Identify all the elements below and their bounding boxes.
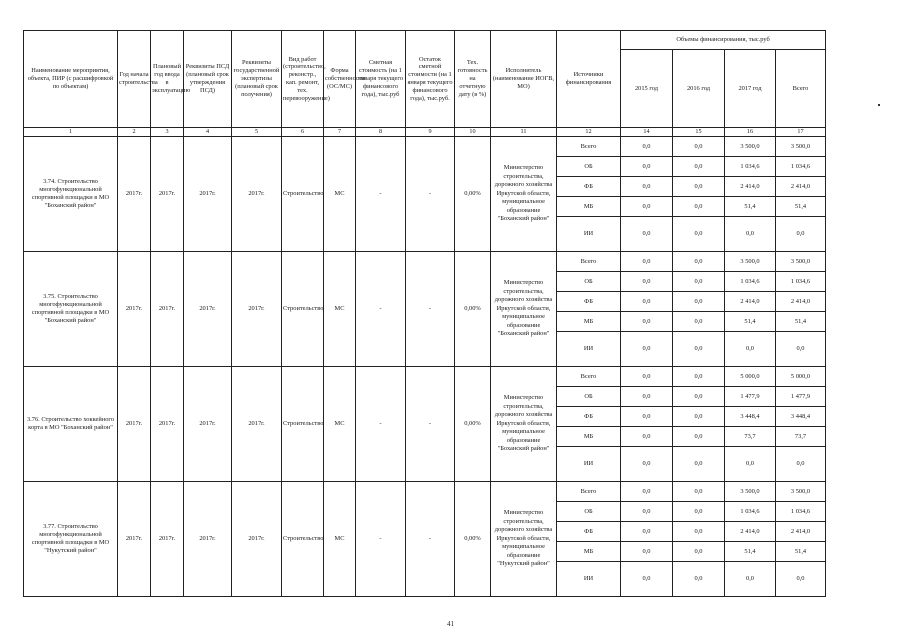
value-2016: 0,0 <box>673 217 725 252</box>
start-year: 2017г. <box>118 252 151 367</box>
value-2016: 0,0 <box>673 387 725 407</box>
table-row <box>24 137 826 157</box>
ownership-form: МС <box>324 367 356 482</box>
col-number: 3 <box>151 128 184 137</box>
value-2016: 0,0 <box>673 137 725 157</box>
funding-source: ОБ <box>557 387 621 407</box>
col-number: 5 <box>232 128 282 137</box>
funding-source: ИИ <box>557 447 621 482</box>
funding-source: МБ <box>557 312 621 332</box>
value-2016: 0,0 <box>673 197 725 217</box>
value-2017: 0,0 <box>725 332 776 367</box>
value-2016: 0,0 <box>673 177 725 197</box>
value-2017: 0,0 <box>725 217 776 252</box>
plan-year: 2017г. <box>151 137 184 252</box>
value-total: 0,0 <box>776 562 826 597</box>
work-type: Строительство <box>282 137 324 252</box>
funding-source: ОБ <box>557 502 621 522</box>
value-total: 2 414,0 <box>776 522 826 542</box>
value-total: 3 500,0 <box>776 252 826 272</box>
header-sources: Источники финансирования <box>557 31 621 128</box>
value-total: 51,4 <box>776 542 826 562</box>
value-total: 1 477,9 <box>776 387 826 407</box>
executor: Министерство строительства, дорожного хозяйства Иркутской области, муниципальное образование "Нукутский район" <box>491 482 557 597</box>
remaining-cost: - <box>406 482 455 597</box>
value-2017: 0,0 <box>725 562 776 597</box>
start-year: 2017г. <box>118 137 151 252</box>
funding-source: ИИ <box>557 562 621 597</box>
value-2016: 0,0 <box>673 522 725 542</box>
value-2016: 0,0 <box>673 157 725 177</box>
header-financing-group: Объемы финансирования, тыс.руб <box>621 31 826 50</box>
value-2017: 2 414,0 <box>725 522 776 542</box>
value-total: 0,0 <box>776 332 826 367</box>
funding-source: ОБ <box>557 272 621 292</box>
funding-source: Всего <box>557 482 621 502</box>
value-2017: 51,4 <box>725 542 776 562</box>
start-year: 2017г. <box>118 367 151 482</box>
value-2017: 3 500,0 <box>725 252 776 272</box>
readiness-percent: 0,00% <box>455 367 491 482</box>
value-total: 51,4 <box>776 197 826 217</box>
value-2015: 0,0 <box>621 407 673 427</box>
value-2016: 0,0 <box>673 272 725 292</box>
readiness-percent: 0,00% <box>455 252 491 367</box>
value-total: 2 414,0 <box>776 177 826 197</box>
value-2015: 0,0 <box>621 157 673 177</box>
object-name: 3.74. Строительство многофункциональной спортивной площадки в МО "Боханский район" <box>24 137 118 252</box>
value-2017: 1 034,6 <box>725 157 776 177</box>
header-start-year: Год начала строительства <box>118 31 151 128</box>
remaining-cost: - <box>406 367 455 482</box>
expertise-year: 2017г. <box>232 252 282 367</box>
ownership-form: МС <box>324 137 356 252</box>
psd-year: 2017г. <box>184 482 232 597</box>
plan-year: 2017г. <box>151 367 184 482</box>
table-body <box>24 137 826 597</box>
value-2017: 2 414,0 <box>725 292 776 312</box>
expertise-year: 2017г. <box>232 137 282 252</box>
remaining-cost: - <box>406 252 455 367</box>
margin-mark <box>878 104 880 106</box>
value-2015: 0,0 <box>621 367 673 387</box>
value-2016: 0,0 <box>673 332 725 367</box>
psd-year: 2017г. <box>184 367 232 482</box>
value-2015: 0,0 <box>621 177 673 197</box>
value-2016: 0,0 <box>673 427 725 447</box>
estimated-cost: - <box>356 137 406 252</box>
header-readiness: Тех. готовность на отчетную дату (в %) <box>455 31 491 128</box>
value-total: 0,0 <box>776 447 826 482</box>
funding-source: ФБ <box>557 407 621 427</box>
value-2016: 0,0 <box>673 502 725 522</box>
col-number: 8 <box>356 128 406 137</box>
header-2015: 2015 год <box>621 50 673 128</box>
readiness-percent: 0,00% <box>455 137 491 252</box>
value-total: 3 448,4 <box>776 407 826 427</box>
object-name: 3.77. Строительство многофункциональной спортивной площадки в МО "Нукутский район" <box>24 482 118 597</box>
value-total: 1 034,6 <box>776 502 826 522</box>
value-2015: 0,0 <box>621 217 673 252</box>
value-2015: 0,0 <box>621 502 673 522</box>
value-2017: 3 448,4 <box>725 407 776 427</box>
funding-source: МБ <box>557 542 621 562</box>
header-work-type: Вид работ (строительство, реконстр., кап. ремонт, тех. перевооружение) <box>282 31 324 128</box>
estimated-cost: - <box>356 367 406 482</box>
plan-year: 2017г. <box>151 482 184 597</box>
col-number: 10 <box>455 128 491 137</box>
estimated-cost: - <box>356 482 406 597</box>
psd-year: 2017г. <box>184 137 232 252</box>
ownership-form: МС <box>324 252 356 367</box>
value-2015: 0,0 <box>621 272 673 292</box>
header-total: Всего <box>776 50 826 128</box>
value-2016: 0,0 <box>673 482 725 502</box>
work-type: Строительство <box>282 482 324 597</box>
header-plan-year: Плановый год ввода в эксплуатацию <box>151 31 184 128</box>
funding-source: Всего <box>557 252 621 272</box>
col-number: 17 <box>776 128 826 137</box>
value-2017: 3 500,0 <box>725 137 776 157</box>
value-2016: 0,0 <box>673 407 725 427</box>
value-2016: 0,0 <box>673 447 725 482</box>
header-psd: Реквизиты ПСД (плановый срок утверждения ПСД) <box>184 31 232 128</box>
ownership-form: МС <box>324 482 356 597</box>
header-name: Наименование мероприятия, объекта, ПИР (с расшифровкой по объектам) <box>24 31 118 128</box>
object-name: 3.75. Строительство многофункциональной спортивной площадки в МО "Боханский район" <box>24 252 118 367</box>
value-2017: 1 034,6 <box>725 272 776 292</box>
funding-source: МБ <box>557 197 621 217</box>
value-2015: 0,0 <box>621 252 673 272</box>
remaining-cost: - <box>406 137 455 252</box>
expertise-year: 2017г. <box>232 367 282 482</box>
value-2016: 0,0 <box>673 562 725 597</box>
funding-source: МБ <box>557 427 621 447</box>
col-number: 12 <box>557 128 621 137</box>
column-number-row <box>24 128 826 137</box>
col-number: 2 <box>118 128 151 137</box>
value-total: 5 000,0 <box>776 367 826 387</box>
value-2017: 73,7 <box>725 427 776 447</box>
value-2017: 2 414,0 <box>725 177 776 197</box>
funding-source: ФБ <box>557 292 621 312</box>
value-total: 0,0 <box>776 217 826 252</box>
funding-source: ИИ <box>557 332 621 367</box>
funding-source: ФБ <box>557 177 621 197</box>
value-total: 51,4 <box>776 312 826 332</box>
value-2016: 0,0 <box>673 367 725 387</box>
col-number: 15 <box>673 128 725 137</box>
value-2015: 0,0 <box>621 332 673 367</box>
readiness-percent: 0,00% <box>455 482 491 597</box>
funding-source: ФБ <box>557 522 621 542</box>
col-number: 11 <box>491 128 557 137</box>
table-row <box>24 482 826 502</box>
funding-source: Всего <box>557 137 621 157</box>
value-2017: 51,4 <box>725 197 776 217</box>
header-2016: 2016 год <box>673 50 725 128</box>
value-total: 2 414,0 <box>776 292 826 312</box>
value-total: 3 500,0 <box>776 137 826 157</box>
header-executor: Исполнитель (наименование ИОГВ, МО) <box>491 31 557 128</box>
col-number: 6 <box>282 128 324 137</box>
value-2015: 0,0 <box>621 542 673 562</box>
value-2015: 0,0 <box>621 562 673 597</box>
value-2016: 0,0 <box>673 292 725 312</box>
expertise-year: 2017г. <box>232 482 282 597</box>
value-2015: 0,0 <box>621 292 673 312</box>
value-2015: 0,0 <box>621 387 673 407</box>
value-2015: 0,0 <box>621 447 673 482</box>
value-2015: 0,0 <box>621 137 673 157</box>
header-expertise: Реквизиты государственной экспертизы (плановый срок получения) <box>232 31 282 128</box>
funding-source: ОБ <box>557 157 621 177</box>
table-row <box>24 367 826 387</box>
financing-table <box>23 30 826 597</box>
value-2015: 0,0 <box>621 522 673 542</box>
executor: Министерство строительства, дорожного хозяйства Иркутской области, муниципальное образование "Боханский район" <box>491 252 557 367</box>
header-2017: 2017 год <box>725 50 776 128</box>
value-2017: 1 034,6 <box>725 502 776 522</box>
funding-source: Всего <box>557 367 621 387</box>
col-number: 9 <box>406 128 455 137</box>
value-2017: 5 000,0 <box>725 367 776 387</box>
col-number: 16 <box>725 128 776 137</box>
value-total: 1 034,6 <box>776 157 826 177</box>
work-type: Строительство <box>282 252 324 367</box>
value-total: 3 500,0 <box>776 482 826 502</box>
start-year: 2017г. <box>118 482 151 597</box>
value-2015: 0,0 <box>621 197 673 217</box>
col-number: 1 <box>24 128 118 137</box>
header-ownership: Форма собственности (ОС/МС) <box>324 31 356 128</box>
estimated-cost: - <box>356 252 406 367</box>
col-number: 7 <box>324 128 356 137</box>
col-number: 4 <box>184 128 232 137</box>
value-2015: 0,0 <box>621 427 673 447</box>
value-2017: 1 477,9 <box>725 387 776 407</box>
value-2017: 0,0 <box>725 447 776 482</box>
object-name: 3.76. Строительство хоккейного корта в МО "Боханский район" <box>24 367 118 482</box>
work-type: Строительство <box>282 367 324 482</box>
col-number: 14 <box>621 128 673 137</box>
value-2017: 3 500,0 <box>725 482 776 502</box>
value-2015: 0,0 <box>621 482 673 502</box>
executor: Министерство строительства, дорожного хозяйства Иркутской области, муниципальное образование "Боханский район" <box>491 367 557 482</box>
header-estimated-cost: Сметная стоимость (на 1 января текущего финансового года), тыс.руб <box>356 31 406 128</box>
value-total: 73,7 <box>776 427 826 447</box>
value-total: 1 034,6 <box>776 272 826 292</box>
page-number: 41 <box>447 620 454 628</box>
plan-year: 2017г. <box>151 252 184 367</box>
funding-source: ИИ <box>557 217 621 252</box>
value-2016: 0,0 <box>673 542 725 562</box>
table-row <box>24 252 826 272</box>
value-2015: 0,0 <box>621 312 673 332</box>
psd-year: 2017г. <box>184 252 232 367</box>
value-2017: 51,4 <box>725 312 776 332</box>
executor: Министерство строительства, дорожного хозяйства Иркутской области, муниципальное образование "Боханский район" <box>491 137 557 252</box>
value-2016: 0,0 <box>673 252 725 272</box>
header-remaining-cost: Остаток сметной стоимости (на 1 января текущего финансового года), тыс.руб. <box>406 31 455 128</box>
value-2016: 0,0 <box>673 312 725 332</box>
